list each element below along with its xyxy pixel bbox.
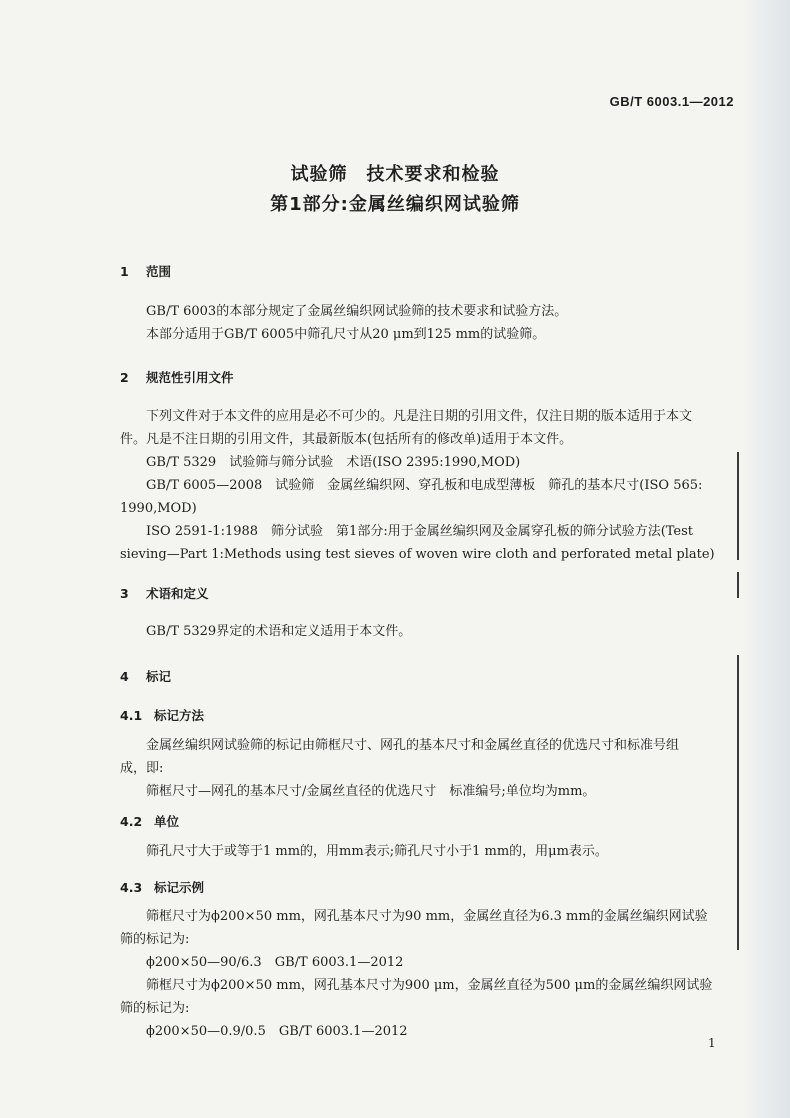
section-heading-normative-references (120, 368, 234, 386)
text-line: 筛框尺寸—网孔的基本尺寸/金属丝直径的优选尺寸 标准编号;单位均为mm。 (146, 784, 596, 799)
section-heading-marking (120, 667, 171, 685)
document-title-line1: 试验筛 技术要求和检验 (290, 164, 500, 185)
section-number: 2 (120, 370, 129, 385)
text-line: sieving—Part 1:Methods using test sieves of woven wire cloth and perforated metal plate) (120, 547, 715, 562)
units-paragraph (120, 840, 742, 863)
text-line: 1990,MOD) (120, 501, 197, 516)
text-line: GB/T 6003的本部分规定了金属丝编织网试验筛的技术要求和试验方法。 (146, 304, 568, 319)
section-number: 4 (120, 669, 129, 684)
subsection-heading-marking-examples (120, 878, 204, 896)
section-title: 标记 (146, 669, 172, 684)
reference-entry: GB/T 5329 试验筛与筛分试验 术语(ISO 2395:1990,MOD) (146, 455, 521, 470)
page-number: 1 (708, 1036, 716, 1050)
section-title: 术语和定义 (146, 586, 209, 601)
section-number: 1 (120, 264, 129, 279)
section-number: 3 (120, 586, 129, 601)
document-title-line2: 第1部分:金属丝编织网试验筛 (270, 194, 520, 215)
text-line: 筛的标记为: (120, 932, 190, 947)
text-line: 筛框尺寸为ϕ200×50 mm，网孔基本尺寸为900 μm，金属丝直径为500 μm的金属丝编织网试验 (146, 978, 713, 993)
scope-paragraph (120, 300, 742, 346)
subsection-heading-marking-method (120, 706, 204, 724)
marking-examples-paragraph (120, 905, 742, 1043)
section-heading-scope (120, 262, 171, 280)
section-heading-terms (120, 584, 209, 602)
marking-example: ϕ200×50—90/6.3 GB/T 6003.1—2012 (146, 955, 404, 970)
standard-code-header: GB/T 6003.1—2012 (609, 94, 734, 109)
section-title: 标记示例 (154, 880, 205, 895)
text-line: 金属丝编织网试验筛的标记由筛框尺寸、网孔的基本尺寸和金属丝直径的优选尺寸和标准号组 (146, 738, 680, 753)
normative-references-paragraph (120, 405, 742, 566)
reference-entry: ISO 2591-1:1988 筛分试验 第1部分:用于金属丝编织网及金属穿孔板的筛分试验方法(Test (146, 524, 694, 539)
section-number: 4.2 (120, 814, 143, 829)
section-number: 4.1 (120, 708, 143, 723)
section-title: 范围 (146, 264, 172, 279)
section-title: 标记方法 (154, 708, 205, 723)
text-line: 筛框尺寸为ϕ200×50 mm，网孔基本尺寸为90 mm，金属丝直径为6.3 mm的金属丝编织网试验 (146, 909, 708, 924)
section-title: 单位 (154, 814, 180, 829)
text-line: 筛的标记为: (120, 1001, 190, 1016)
text-line: GB/T 5329界定的术语和定义适用于本文件。 (146, 624, 412, 639)
reference-entry: GB/T 6005—2008 试验筛 金属丝编织网、穿孔板和电成型薄板 筛孔的基本尺寸(ISO 565: (146, 478, 703, 493)
marking-method-paragraph (120, 734, 742, 803)
text-line: 本部分适用于GB/T 6005中筛孔尺寸从20 μm到125 mm的试验筛。 (146, 327, 546, 342)
text-line: 筛孔尺寸大于或等于1 mm的，用mm表示;筛孔尺寸小于1 mm的，用μm表示。 (146, 844, 608, 859)
text-line: 下列文件对于本文件的应用是必不可少的。凡是注日期的引用文件，仅注日期的版本适用于本文 (146, 409, 693, 424)
section-title: 规范性引用文件 (146, 370, 234, 385)
terms-paragraph (120, 620, 742, 643)
marking-example: ϕ200×50—0.9/0.5 GB/T 6003.1—2012 (146, 1024, 408, 1039)
text-line: 件。凡是不注日期的引用文件，其最新版本(包括所有的修改单)适用于本文件。 (120, 432, 573, 447)
scan-artifact-line (737, 572, 739, 598)
section-number: 4.3 (120, 880, 143, 895)
text-line: 成，即: (120, 761, 164, 776)
subsection-heading-units (120, 812, 179, 830)
